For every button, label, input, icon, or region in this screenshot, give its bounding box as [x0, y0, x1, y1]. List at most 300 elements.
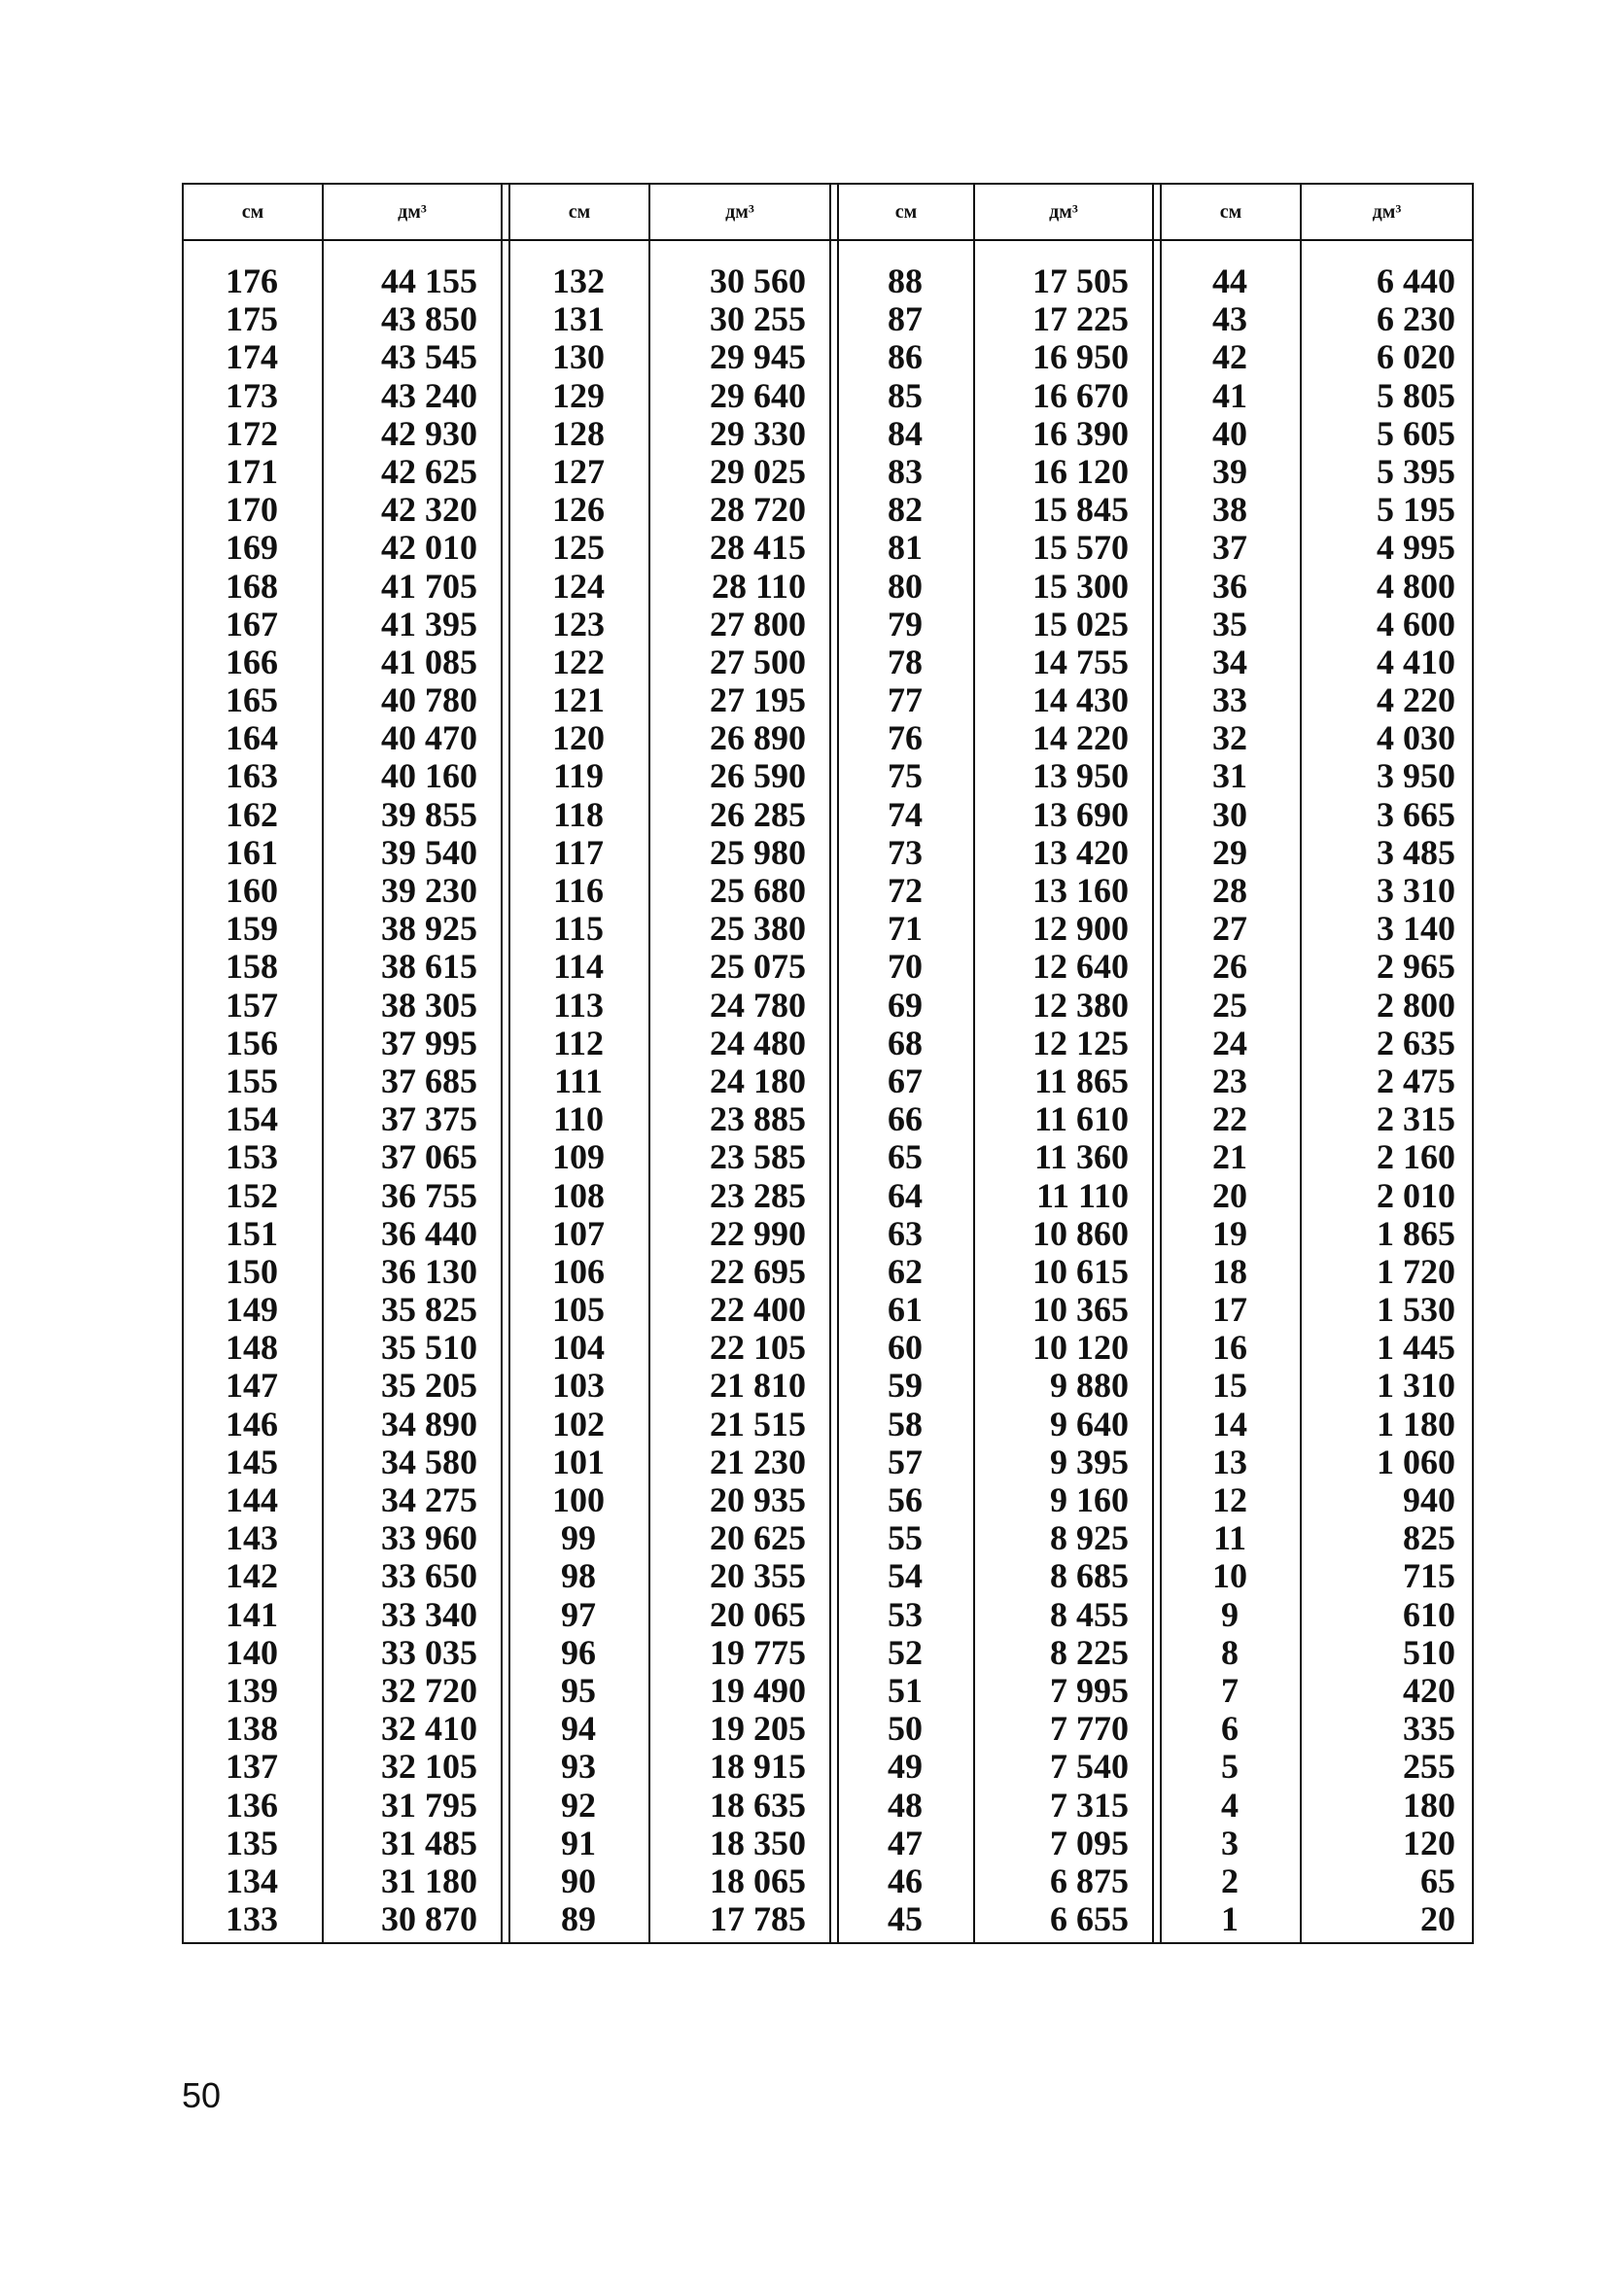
dm3-value: 18 915 [710, 1747, 806, 1787]
cm-value: 32 [1212, 718, 1247, 758]
dm3-value: 18 065 [710, 1861, 806, 1900]
cm-value: 12 [1212, 1480, 1247, 1519]
cm-value: 145 [226, 1442, 278, 1481]
cm-value: 73 [888, 832, 923, 872]
dm3-value: 33 960 [381, 1518, 477, 1558]
dm3-value: 510 [1403, 1632, 1455, 1672]
dm3-value: 10 365 [1032, 1290, 1129, 1330]
dm3-value: 9 880 [1050, 1366, 1129, 1406]
dm3-value: 65 [1420, 1861, 1455, 1900]
dm3-value: 19 205 [710, 1709, 806, 1749]
cm-value: 57 [888, 1442, 923, 1481]
dm3-value: 31 180 [381, 1861, 477, 1900]
dm3-value: 4 030 [1377, 718, 1455, 758]
dm3-value: 19 775 [710, 1632, 806, 1672]
dm3-value: 15 570 [1032, 528, 1129, 568]
dm3-value: 22 695 [710, 1251, 806, 1291]
cm-value: 131 [552, 299, 605, 339]
cm-value: 163 [226, 756, 278, 796]
cm-value: 102 [552, 1404, 605, 1444]
dm3-value: 24 780 [710, 985, 806, 1025]
cm-value: 119 [552, 756, 604, 796]
dm3-value: 26 590 [710, 756, 806, 796]
cm-value: 138 [226, 1709, 278, 1749]
column-dm3-3 [981, 262, 1129, 1938]
dm3-value: 3 485 [1377, 832, 1455, 872]
dm3-value: 15 300 [1032, 566, 1129, 606]
dm3-value: 36 440 [381, 1213, 477, 1253]
header-dm3: дм³ [1049, 200, 1078, 223]
dm3-value: 25 980 [710, 832, 806, 872]
cm-value: 158 [226, 947, 278, 987]
group-divider [1152, 185, 1154, 1942]
cm-value: 79 [888, 604, 923, 644]
cm-value: 123 [552, 604, 605, 644]
cm-value: 105 [552, 1290, 605, 1330]
cm-value: 50 [888, 1709, 923, 1749]
cm-value: 4 [1221, 1785, 1239, 1825]
dm3-value: 24 480 [710, 1023, 806, 1062]
cm-value: 83 [888, 451, 923, 491]
column-cm-3 [847, 262, 963, 1938]
cm-value: 69 [888, 985, 923, 1025]
dm3-value: 43 850 [381, 299, 477, 339]
dm3-value: 35 510 [381, 1328, 477, 1368]
group-divider [501, 185, 503, 1942]
cm-value: 7 [1221, 1670, 1239, 1710]
dm3-value: 33 340 [381, 1594, 477, 1634]
dm3-value: 10 860 [1032, 1213, 1129, 1253]
dm3-value: 1 530 [1377, 1290, 1455, 1330]
dm3-value: 28 110 [711, 566, 806, 606]
dm3-value: 255 [1403, 1747, 1455, 1787]
cm-value: 84 [888, 413, 923, 453]
cm-value: 136 [226, 1785, 278, 1825]
cm-value: 97 [561, 1594, 596, 1634]
dm3-value: 20 065 [710, 1594, 806, 1634]
cm-value: 161 [226, 832, 278, 872]
cm-value: 151 [226, 1213, 278, 1253]
column-cm-4 [1171, 262, 1288, 1938]
dm3-value: 2 635 [1377, 1023, 1455, 1062]
dm3-value: 1 180 [1377, 1404, 1455, 1444]
cm-value: 101 [552, 1442, 605, 1481]
dm3-value: 28 720 [710, 490, 806, 530]
dm3-value: 2 160 [1377, 1137, 1455, 1177]
dm3-value: 6 440 [1377, 261, 1455, 300]
dm3-value: 39 540 [381, 832, 477, 872]
dm3-value: 29 945 [710, 337, 806, 377]
cm-value: 64 [888, 1175, 923, 1215]
cm-value: 23 [1212, 1061, 1247, 1100]
cm-value: 157 [226, 985, 278, 1025]
cm-value: 14 [1212, 1404, 1247, 1444]
cm-value: 33 [1212, 680, 1247, 720]
cm-value: 100 [552, 1480, 605, 1519]
dm3-value: 5 195 [1377, 490, 1455, 530]
dm3-value: 16 390 [1032, 413, 1129, 453]
dm3-value: 17 785 [710, 1899, 806, 1939]
cm-value: 176 [226, 261, 278, 300]
cm-value: 116 [552, 871, 604, 910]
cm-value: 149 [226, 1290, 278, 1330]
dm3-value: 42 930 [381, 413, 477, 453]
cm-value: 167 [226, 604, 278, 644]
dm3-value: 8 225 [1050, 1632, 1129, 1672]
dm3-value: 41 705 [381, 566, 477, 606]
cm-value: 92 [561, 1785, 596, 1825]
dm3-value: 10 120 [1032, 1328, 1129, 1368]
dm3-value: 825 [1403, 1518, 1455, 1558]
dm3-value: 24 180 [710, 1061, 806, 1100]
cm-value: 154 [226, 1099, 278, 1139]
cm-value: 155 [226, 1061, 278, 1100]
cm-value: 3 [1221, 1823, 1239, 1862]
dm3-value: 39 230 [381, 871, 477, 910]
cm-value: 140 [226, 1632, 278, 1672]
dm3-value: 33 035 [381, 1632, 477, 1672]
dm3-value: 16 950 [1032, 337, 1129, 377]
cm-value: 2 [1221, 1861, 1239, 1900]
cm-value: 96 [561, 1632, 596, 1672]
cm-value: 53 [888, 1594, 923, 1634]
cm-value: 10 [1212, 1556, 1247, 1596]
cm-value: 144 [226, 1480, 278, 1519]
dm3-value: 1 720 [1377, 1251, 1455, 1291]
cm-value: 89 [561, 1899, 596, 1939]
cm-value: 139 [226, 1670, 278, 1710]
cm-value: 22 [1212, 1099, 1247, 1139]
group-divider [837, 185, 839, 1942]
dm3-value: 7 095 [1050, 1823, 1129, 1862]
cm-value: 82 [888, 490, 923, 530]
cm-value: 143 [226, 1518, 278, 1558]
cm-value: 129 [552, 375, 605, 415]
cm-value: 66 [888, 1099, 923, 1139]
dm3-value: 2 475 [1377, 1061, 1455, 1100]
dm3-value: 15 025 [1032, 604, 1129, 644]
dm3-value: 41 395 [381, 604, 477, 644]
cm-value: 5 [1221, 1747, 1239, 1787]
dm3-value: 1 060 [1377, 1442, 1455, 1481]
dm3-value: 23 885 [710, 1099, 806, 1139]
dm3-value: 715 [1403, 1556, 1455, 1596]
dm3-value: 11 610 [1033, 1099, 1129, 1139]
dm3-value: 3 950 [1377, 756, 1455, 796]
cm-value: 21 [1212, 1137, 1247, 1177]
cm-value: 147 [226, 1366, 278, 1406]
cm-value: 88 [888, 261, 923, 300]
cm-value: 31 [1212, 756, 1247, 796]
cm-value: 68 [888, 1023, 923, 1062]
dm3-value: 25 075 [710, 947, 806, 987]
dm3-value: 42 320 [381, 490, 477, 530]
dm3-value: 9 160 [1050, 1480, 1129, 1519]
dm3-value: 35 205 [381, 1366, 477, 1406]
dm3-value: 13 420 [1032, 832, 1129, 872]
cm-value: 58 [888, 1404, 923, 1444]
column-dm3-4 [1310, 262, 1455, 1938]
dm3-value: 11 360 [1033, 1137, 1129, 1177]
header-dm3: дм³ [1372, 200, 1402, 223]
dm3-value: 4 600 [1377, 604, 1455, 644]
dm3-value: 36 130 [381, 1251, 477, 1291]
cm-value: 18 [1212, 1251, 1247, 1291]
dm3-value: 37 995 [381, 1023, 477, 1062]
volume-table [182, 183, 1474, 1944]
dm3-value: 38 305 [381, 985, 477, 1025]
cm-value: 132 [552, 261, 605, 300]
cm-value: 148 [226, 1328, 278, 1368]
dm3-value: 21 515 [710, 1404, 806, 1444]
dm3-value: 1 310 [1377, 1366, 1455, 1406]
dm3-value: 3 665 [1377, 794, 1455, 834]
cm-value: 54 [888, 1556, 923, 1596]
cm-value: 113 [552, 985, 604, 1025]
cm-value: 81 [888, 528, 923, 568]
dm3-value: 28 415 [710, 528, 806, 568]
cm-value: 87 [888, 299, 923, 339]
cm-value: 59 [888, 1366, 923, 1406]
cm-value: 39 [1212, 451, 1247, 491]
header-cm: см [568, 200, 591, 223]
dm3-value: 14 430 [1032, 680, 1129, 720]
col-divider [322, 185, 324, 1942]
dm3-value: 335 [1403, 1709, 1455, 1749]
cm-value: 16 [1212, 1328, 1247, 1368]
dm3-value: 610 [1403, 1594, 1455, 1634]
cm-value: 150 [226, 1251, 278, 1291]
cm-value: 124 [552, 566, 605, 606]
cm-value: 126 [552, 490, 605, 530]
dm3-value: 15 845 [1032, 490, 1129, 530]
cm-value: 90 [561, 1861, 596, 1900]
cm-value: 120 [552, 718, 605, 758]
cm-value: 135 [226, 1823, 278, 1862]
cm-value: 99 [561, 1518, 596, 1558]
dm3-value: 12 125 [1032, 1023, 1129, 1062]
cm-value: 156 [226, 1023, 278, 1062]
dm3-value: 17 225 [1032, 299, 1129, 339]
header-dm3: дм³ [725, 200, 754, 223]
cm-value: 77 [888, 680, 923, 720]
col-divider [648, 185, 650, 1942]
cm-value: 169 [226, 528, 278, 568]
dm3-value: 11 865 [1033, 1061, 1129, 1100]
cm-value: 141 [226, 1594, 278, 1634]
dm3-value: 29 025 [710, 451, 806, 491]
cm-value: 42 [1212, 337, 1247, 377]
dm3-value: 3 140 [1377, 909, 1455, 949]
cm-value: 122 [552, 642, 605, 681]
dm3-value: 7 540 [1050, 1747, 1129, 1787]
dm3-value: 2 315 [1377, 1099, 1455, 1139]
dm3-value: 5 395 [1377, 451, 1455, 491]
header-dm3: дм³ [398, 200, 427, 223]
cm-value: 55 [888, 1518, 923, 1558]
header-cm: см [241, 200, 264, 223]
cm-value: 29 [1212, 832, 1247, 872]
dm3-value: 1 445 [1377, 1328, 1455, 1368]
dm3-value: 32 105 [381, 1747, 477, 1787]
dm3-value: 21 810 [710, 1366, 806, 1406]
page-number: 50 [182, 2075, 222, 2115]
dm3-value: 40 160 [381, 756, 477, 796]
cm-value: 51 [888, 1670, 923, 1710]
dm3-value: 37 375 [381, 1099, 477, 1139]
dm3-value: 8 925 [1050, 1518, 1129, 1558]
dm3-value: 18 635 [710, 1785, 806, 1825]
cm-value: 108 [552, 1175, 605, 1215]
cm-value: 111 [553, 1061, 604, 1100]
dm3-value: 14 220 [1032, 718, 1129, 758]
cm-value: 95 [561, 1670, 596, 1710]
cm-value: 159 [226, 909, 278, 949]
dm3-value: 13 160 [1032, 871, 1129, 910]
dm3-value: 40 780 [381, 680, 477, 720]
cm-value: 107 [552, 1213, 605, 1253]
dm3-value: 42 010 [381, 528, 477, 568]
cm-value: 103 [552, 1366, 605, 1406]
cm-value: 78 [888, 642, 923, 681]
cm-value: 17 [1212, 1290, 1247, 1330]
cm-value: 164 [226, 718, 278, 758]
column-dm3-2 [658, 262, 806, 1938]
cm-value: 28 [1212, 871, 1247, 910]
dm3-value: 44 155 [381, 261, 477, 300]
cm-value: 118 [552, 794, 604, 834]
dm3-value: 29 330 [710, 413, 806, 453]
dm3-value: 120 [1403, 1823, 1455, 1862]
dm3-value: 34 275 [381, 1480, 477, 1519]
dm3-value: 2 965 [1377, 947, 1455, 987]
dm3-value: 6 020 [1377, 337, 1455, 377]
dm3-value: 35 825 [381, 1290, 477, 1330]
dm3-value: 27 800 [710, 604, 806, 644]
cm-value: 172 [226, 413, 278, 453]
dm3-value: 22 990 [710, 1213, 806, 1253]
dm3-value: 12 900 [1032, 909, 1129, 949]
dm3-value: 20 625 [710, 1518, 806, 1558]
dm3-value: 5 805 [1377, 375, 1455, 415]
cm-value: 61 [888, 1290, 923, 1330]
cm-value: 104 [552, 1328, 605, 1368]
dm3-value: 13 690 [1032, 794, 1129, 834]
cm-value: 109 [552, 1137, 605, 1177]
group-divider [829, 185, 831, 1942]
cm-value: 162 [226, 794, 278, 834]
dm3-value: 10 615 [1032, 1251, 1129, 1291]
group-divider [508, 185, 510, 1942]
dm3-value: 33 650 [381, 1556, 477, 1596]
cm-value: 174 [226, 337, 278, 377]
cm-value: 30 [1212, 794, 1247, 834]
dm3-value: 22 400 [710, 1290, 806, 1330]
dm3-value: 4 800 [1377, 566, 1455, 606]
dm3-value: 16 670 [1032, 375, 1129, 415]
dm3-value: 38 925 [381, 909, 477, 949]
cm-value: 8 [1221, 1632, 1239, 1672]
column-dm3-1 [330, 262, 477, 1938]
cm-value: 36 [1212, 566, 1247, 606]
cm-value: 168 [226, 566, 278, 606]
dm3-value: 7 770 [1050, 1709, 1129, 1749]
cm-value: 13 [1212, 1442, 1247, 1481]
cm-value: 44 [1212, 261, 1247, 300]
dm3-value: 2 010 [1377, 1175, 1455, 1215]
dm3-value: 17 505 [1032, 261, 1129, 300]
dm3-value: 22 105 [710, 1328, 806, 1368]
dm3-value: 23 585 [710, 1137, 806, 1177]
cm-value: 26 [1212, 947, 1247, 987]
dm3-value: 4 995 [1377, 528, 1455, 568]
dm3-value: 12 380 [1032, 985, 1129, 1025]
cm-value: 6 [1221, 1709, 1239, 1749]
cm-value: 115 [552, 909, 604, 949]
cm-value: 133 [226, 1899, 278, 1939]
dm3-value: 26 285 [710, 794, 806, 834]
cm-value: 110 [552, 1099, 604, 1139]
cm-value: 41 [1212, 375, 1247, 415]
cm-value: 67 [888, 1061, 923, 1100]
dm3-value: 25 680 [710, 871, 806, 910]
dm3-value: 6 875 [1050, 1861, 1129, 1900]
cm-value: 121 [552, 680, 605, 720]
cm-value: 127 [552, 451, 605, 491]
cm-value: 166 [226, 642, 278, 681]
cm-value: 24 [1212, 1023, 1247, 1062]
cm-value: 27 [1212, 909, 1247, 949]
column-cm-1 [193, 262, 310, 1938]
dm3-value: 8 685 [1050, 1556, 1129, 1596]
cm-value: 48 [888, 1785, 923, 1825]
cm-value: 94 [561, 1709, 596, 1749]
dm3-value: 25 380 [710, 909, 806, 949]
dm3-value: 11 110 [1035, 1175, 1129, 1215]
cm-value: 165 [226, 680, 278, 720]
cm-value: 20 [1212, 1175, 1247, 1215]
dm3-value: 19 490 [710, 1670, 806, 1710]
cm-value: 35 [1212, 604, 1247, 644]
dm3-value: 12 640 [1032, 947, 1129, 987]
cm-value: 47 [888, 1823, 923, 1862]
cm-value: 11 [1212, 1518, 1246, 1558]
cm-value: 86 [888, 337, 923, 377]
cm-value: 65 [888, 1137, 923, 1177]
dm3-value: 940 [1403, 1480, 1455, 1519]
cm-value: 114 [552, 947, 604, 987]
dm3-value: 37 685 [381, 1061, 477, 1100]
dm3-value: 20 935 [710, 1480, 806, 1519]
cm-value: 74 [888, 794, 923, 834]
cm-value: 34 [1212, 642, 1247, 681]
cm-value: 75 [888, 756, 923, 796]
cm-value: 38 [1212, 490, 1247, 530]
dm3-value: 16 120 [1032, 451, 1129, 491]
dm3-value: 37 065 [381, 1137, 477, 1177]
cm-value: 25 [1212, 985, 1247, 1025]
column-cm-2 [520, 262, 637, 1938]
cm-value: 72 [888, 871, 923, 910]
col-divider [973, 185, 975, 1942]
dm3-value: 2 800 [1377, 985, 1455, 1025]
dm3-value: 43 240 [381, 375, 477, 415]
cm-value: 62 [888, 1251, 923, 1291]
dm3-value: 31 485 [381, 1823, 477, 1862]
cm-value: 134 [226, 1861, 278, 1900]
dm3-value: 9 640 [1050, 1404, 1129, 1444]
dm3-value: 180 [1403, 1785, 1455, 1825]
